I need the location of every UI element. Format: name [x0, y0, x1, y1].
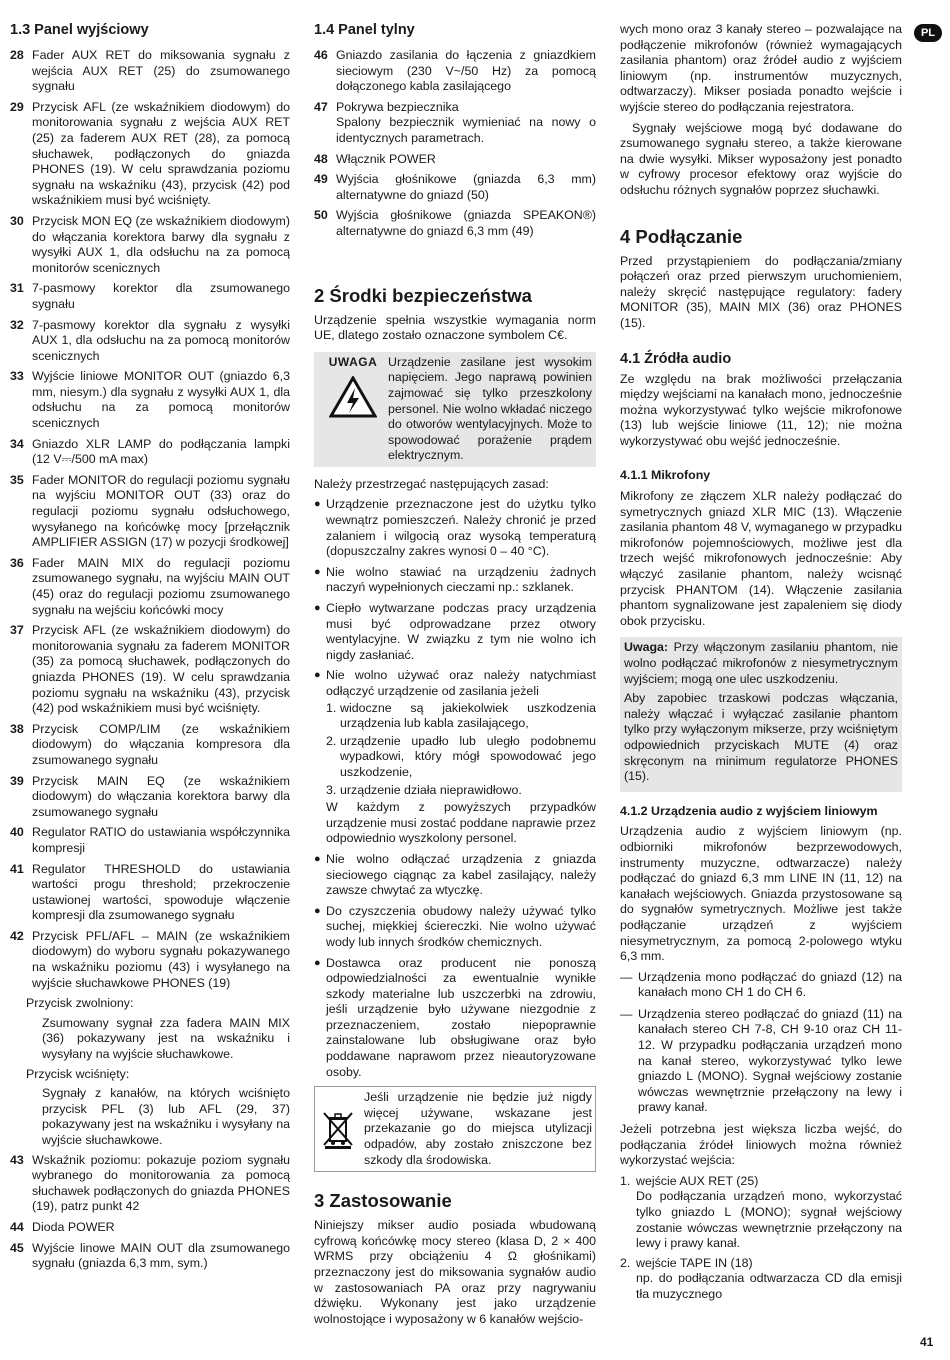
item-number: 35 [10, 472, 24, 487]
numbered-input-item: 1. wejście AUX RET (25) Do podłączania urządzeń mono, wykorzystać tylko gniazdo L (MONO); sygnał wejściowy zostanie wówczas wewnętrznie przełączony na lewy i prawy kanał. [620, 1173, 902, 1251]
column-2 [314, 22, 596, 1332]
item-text: 7-pasmowy korektor dla sygnału z wysyłki AUX 1, dla odsłuchu na za pomocą monitorów scenicznych [32, 317, 290, 363]
item-text: Wskaźnik poziomu: pokazuje poziom sygnału wybranego do monitorowania za pomocą słuchawek podłączonych do gniazda PHONES (19), patrz punkt 42 [32, 1152, 290, 1214]
application-text: Niniejszy mikser audio posiada wbudowaną cyfrową końcówkę mocy stereo (klasa D, 2 × 400 WRMS przy obciążeniu 4 Ω głośnikami) przeznaczony jest do miksowania sygnałów audio w zastosowaniach PA oraz przy nagrywaniu dźwięku. Wykonany jest jako urządzenie wolnostojące i wyposażony w 6 kanałów wejścio- [314, 1218, 596, 1326]
numbered-item: 1. widoczne są jakiekolwiek uszkodzenia urządzenia lub kabla zasilającego, [326, 700, 596, 731]
warning-text: Urządzenie zasilane jest wysokim napięciem. Jego naprawą powinien zajmować się tylko przeszkolony personel. Nie wolno wkładać niczego do otworów wentylacyjnych. Może to spowodować porażenie prądem elektrycznym. [388, 354, 592, 463]
bullet-item: ● Urządzenie przeznaczone jest do użytku tylko wewnątrz pomieszczeń. Należy chronić je przed zalaniem i wilgocią oraz wysoką temperaturą (dopuszczalny zakres wynosi 0 – 40 °C). [314, 497, 596, 559]
bullet-item: ● Do czyszczenia obudowy należy używać tylko suchej, miękkiej ściereczki. Nie wolno używać wody lub innych środków chemicznych. [314, 904, 596, 951]
item-number: 45 [10, 1240, 24, 1255]
warning-label: UWAGA [328, 354, 378, 369]
item-text: 7-pasmowy korektor dla zsumowanego sygnału [32, 281, 290, 311]
application-text-cont2: Sygnały wejściowe mogą być dodawane do zsumowanego sygnału stereo, a także kierowane na dwie wysyłki. Mikser wyposażony jest ponadto w cyfrowy procesor efektowy oraz wyjście do odsłuchu różnych sygnałów poprzez słuchawki. [620, 120, 902, 197]
fuse-note: Spalony bezpiecznik wymieniać na nowy o identycznych parametrach. [336, 115, 596, 145]
column-3 [620, 22, 902, 1307]
item-text: Fader AUX RET do miksowania sygnału z wejścia AUX RET (25) do zsumowanego sygnału [32, 48, 290, 94]
list-item-35 [10, 473, 290, 551]
list-item-38 [10, 722, 290, 769]
item-text: Regulator THRESHOLD do ustawiania wartości progu threshold; przekroczenie ustawionej wartości, spowoduje włączenie kompresji dla zsumowanego sygnału [32, 861, 290, 923]
more-inputs-text: Jeżeli potrzebna jest większa liczba wejść, do podłączania źródeł liniowych można również wykorzystać wejścia: [620, 1122, 902, 1168]
item-number: 34 [10, 436, 24, 451]
high-voltage-icon [329, 376, 377, 418]
section-heading-audio-sources: 4.1 Źródła audio [620, 350, 732, 367]
note-label: Uwaga: [624, 640, 669, 655]
note-text-2: Aby zapobiec trzaskowi podczas włączania, należy włączać i wyłączać zasilanie phantom tylko przy wyłączonym mikserze, przy wciśniętym odpowiednich przyciskach MUTE (4) oraz skręconym na minimum regulatorze PHONES (15). [624, 691, 898, 784]
list-item: 50 Wyjścia głośnikowe (gniazda SPEAKON®) alternatywne do gniazd 6,3 mm (49) [314, 208, 596, 238]
item-text: Przycisk MAIN EQ (ze wskaźnikiem diodowym) do włączania korektora barwy dla zsumowanego sygnału [32, 773, 290, 819]
numbered-item: 2. urządzenie upadło lub uległo podobnemu wypadkowi, który mógł spowodować jego uszkodzenie, [326, 733, 596, 779]
item-number: 40 [10, 825, 24, 840]
list-item-30 [10, 214, 290, 276]
item-text: Gniazdo XLR LAMP do podłączania lampki (12 V⎓/500 mA max) [32, 436, 290, 467]
connection-text: Przed przystąpieniem do podłączania/zmiany połączeń oraz przed pierwszym uruchomieniem, należy skręcić następujące regulatory: fadery MONITOR (35), MAIN MIX (36) oraz PHONES (15). [620, 253, 902, 330]
item-text: Dioda POWER [32, 1219, 115, 1234]
dash-item: — Urządzenia mono podłączać do gniazd (12) na kanałach mono CH 1 do CH 6. [620, 969, 902, 1000]
list-item-37 [10, 623, 290, 717]
column-1 [10, 22, 290, 1277]
crossed-bin-icon [321, 1109, 355, 1149]
list-item-43 [10, 1153, 290, 1215]
sub-pressed-text: Sygnały z kanałów, na których wciśnięto przycisk PFL (3) lub AFL (29, 37) pokazywany jest na wskaźniku i wysyłany na wyjście słuchawkowe. [42, 1086, 290, 1147]
section-heading-output-panel: 1.3 Panel wyjściowy [10, 22, 149, 38]
item-number: 31 [10, 281, 24, 296]
item-text: Przycisk COMP/LIM (ze wskaźnikiem diodowym) do włączania kompresora dla zsumowanego sygnału [32, 721, 290, 767]
line-devices-text: Urządzenia audio z wyjściem liniowym (np. odbiorniki mikrofonów bezprzewodowych, instrumenty muzyczne, odtwarzacze) należy podłączać do gniazd 6,3 mm LINE IN (11, 12) na kanałach wejściowych. Gniazda przystosowane są do sygnałów symetrycznych. Możliwe jest także podłączanie urządzeń z wyjściem niesymetrycznym, za pomocą 2-polowego wtyku 6,3 mm. [620, 824, 902, 964]
list-item-29 [10, 100, 290, 209]
safety-intro: Urządzenie spełnia wszystkie wymagania norm UE, dlatego zostało oznaczone symbolem C€. [314, 312, 596, 343]
list-item-36 [10, 556, 290, 618]
item-number: 39 [10, 773, 24, 788]
bullet-item: ● Dostawca oraz producent nie ponoszą odpowiedzialności za ewentualnie wynikłe szkody materialne lub uszczerbki na zdrowiu, jeśli urządzenie było używane niezgodnie z przeznaczeniem, zostało niepoprawnie zainstalowane lub obsługiwane oraz było poddawane naprawom przez nieautoryzowane osoby. [314, 956, 596, 1081]
list-item-39 [10, 774, 290, 821]
item-number: 38 [10, 721, 24, 736]
warning-box [314, 352, 596, 467]
note-box [620, 637, 902, 791]
list-item-31 [10, 281, 290, 312]
item-number: 32 [10, 317, 24, 332]
list-item-44 [10, 1220, 290, 1236]
item-number: 37 [10, 623, 24, 638]
note-text: Przy włączonym zasilaniu phantom, nie wolno podłączać mikrofonów z niesymetrycznym wyjściem; mogą one ulec uszkodzeniu. [624, 640, 898, 686]
item-text: Regulator RATIO do ustawiania współczynnika kompresji [32, 825, 290, 855]
item-number: 42 [10, 928, 24, 943]
language-badge: PL [914, 24, 942, 42]
item-text: Wyjście liniowe MONITOR OUT (gniazdo 6,3 mm, niesym.) dla sygnału z wysyłki AUX 1, dla odsłuchu na za pomocą monitorów scenicznych [32, 369, 290, 431]
item-number: 33 [10, 369, 24, 384]
bullet-item: ● Ciepło wytwarzane podczas pracy urządzenia musi być odprowadzane przez otwory wentylacyjne. W związku z tym nie wolno ich nigdy zasłaniać. [314, 601, 596, 663]
list-item-28 [10, 48, 290, 95]
rules-intro: Należy przestrzegać następujących zasad: [314, 476, 549, 491]
list-item: 49 Wyjścia głośnikowe (gniazda 6,3 mm) alternatywne do gniazd (50) [314, 172, 596, 202]
numbered-item: 3. urządzenie działa nieprawidłowo. [326, 782, 522, 797]
audio-sources-text: Ze względu na brak możliwości przełączania między wejściami na kanałach mono, jednocześnie można wykorzystywać tylko wejście mikrofonowe (13) lub wejście liniowe (11, 12); nie można wykorzystywać obu wejść jednocześnie. [620, 371, 902, 448]
item-number: 28 [10, 48, 24, 62]
section-heading-connection: 4 Podłączanie [620, 225, 743, 247]
list-item-33 [10, 369, 290, 431]
item-number: 43 [10, 1152, 24, 1167]
list-item-45 [10, 1241, 290, 1272]
page-number: 41 [920, 1335, 934, 1349]
item-text: Przycisk MON EQ (ze wskaźnikiem diodowym) do włączania korektora barwy dla sygnału z wysyłki AUX 1, dla odsłuchu na za pomocą monitorów scenicznych [32, 213, 290, 275]
item-number: 44 [10, 1219, 24, 1234]
list-item-41 [10, 862, 290, 924]
disposal-box [314, 1086, 596, 1172]
item-text: Wyjście linowe MAIN OUT dla zsumowanego sygnału (gniazda 6,3 mm, sym.) [32, 1240, 290, 1271]
section-heading-line-devices: 4.1.2 Urządzenia audio z wyjściem liniowym [620, 803, 878, 818]
list-item: 46 Gniazdo zasilania do łączenia z gniazdkiem sieciowym (230 V~/50 Hz) za pomocą dołączonego kabla zasilającego [314, 48, 596, 94]
item-number: 36 [10, 555, 24, 570]
section-heading-application: 3 Zastosowanie [314, 1190, 452, 1212]
item-text: Fader MONITOR do regulacji poziomu sygnału na wyjściu MONITOR OUT (33) oraz do regulacji poziomu sygnału odsłuchowego, wysyłanego na końcówkę mocy [przełącznik AMPLIFIER ASSIGN (17) w pozycji środkowej] [32, 472, 290, 550]
numbered-item-after: W każdym z powyższych przypadków urządzenie musi zostać poddane naprawie przez odpowiednio wyszkolony personel. [326, 800, 596, 846]
bullet-item: ● Nie wolno odłączać urządzenia z gniazda sieciowego ciągnąc za kabel zasilający, należy zawsze chwytać za wtyczkę. [314, 852, 596, 899]
section-heading-safety: 2 Środki bezpieczeństwa [314, 284, 532, 306]
sub-released-label: Przycisk zwolniony: [26, 996, 134, 1011]
list-item-40 [10, 825, 290, 856]
item-text: Przycisk PFL/AFL – MAIN (ze wskaźnikiem diodowym) do wyboru sygnału pokazywanego na wskaźniku poziomu (43) i wysyłanego na wyjście słuchawkowe PHONES (19) [32, 928, 290, 990]
list-item: 47 Pokrywa bezpiecznika Spalony bezpiecznik wymieniać na nowy o identycznych parametrach. [314, 99, 596, 145]
sub-released-text: Zsumowany sygnał zza fadera MAIN MIX (36) pokazywany jest na wskaźniku i wysyłany na wyjście słuchawkowe. [42, 1015, 290, 1062]
item-number: 30 [10, 213, 24, 228]
application-text-cont: wych mono oraz 3 kanały stereo – pozwalające na podłączenie mikrofonów (również wymagających zasilania phantom) oraz źródeł audio z wyjściem liniowym (np. instrumentów muzycznych, odtwarzaczy). Mikser posiada ponadto wejście i wyjście stereo do podłączania rejestratora. [620, 22, 902, 114]
sub-pressed-label: Przycisk wciśnięty: [26, 1066, 130, 1081]
bullet-item: ● Nie wolno stawiać na urządzeniu żadnych naczyń wypełnionych cieczami np.: szklanek. [314, 565, 596, 596]
item-number: 29 [10, 99, 24, 114]
section-heading-microphones: 4.1.1 Mikrofony [620, 468, 711, 483]
microphones-text: Mikrofony ze złączem XLR należy podłączać do symetrycznych gniazd XLR MIC (13). Włączenie zasilania phantom 48 V, wymaganego w przypadku mikrofonów pojemnościowych, możliwe jest dla trzech wejść mikrofonowych jednocześnie: Aby włączyć zasilanie phantom, należy wcisnąć przycisk PHANTOM (14). Włączenie zasilania phantom sygnalizowane jest zapaleniem się diody obok przycisku. [620, 489, 902, 628]
list-item: 48 Włącznik POWER [314, 151, 436, 166]
dash-item: — Urządzenia stereo podłączać do gniazd (11) na kanałach stereo CH 7-8, CH 9-10 oraz CH 11-12. W przypadku podłączania urządzeń mono na kanał stereo, wykorzystywać tylko lewe gniazdo L (MONO). Sygnał wejściowy zostanie wówczas wewnętrznie przełączony na lewy i prawy kanał. [620, 1006, 902, 1115]
list-item-42 [10, 929, 290, 991]
bullet-item: ● Nie wolno używać oraz należy natychmiast odłączyć urządzenie od zasilania jeżeli [314, 668, 596, 699]
section-heading-rear-panel: 1.4 Panel tylny [314, 22, 415, 38]
item-text: Przycisk AFL (ze wskaźnikiem diodowym) do monitorowania sygnału z wejścia AUX RET (25) za faderem AUX RET (28), za pomocą słuchawek, podłączonych do gniazda PHONES (19). W celu sprawdzania poziomu sygnału na wskaźniku (43), przycisk (42) pod wskaźnikiem musi być wciśnięty. [32, 99, 290, 208]
disposal-text: Jeśli urządzenie nie będzie już nigdy więcej używane, wskazane jest przekazanie go do miejsca utylizacji odpadów, aby zostało zniszczone bez szkody dla środowiska. [364, 1090, 592, 1167]
list-item-32 [10, 318, 290, 365]
item-number: 41 [10, 861, 24, 876]
item-text: Przycisk AFL (ze wskaźnikiem diodowym) do monitorowania sygnału za faderem MONITOR (35) za pomocą słuchawek, podłączonych do gniazda PHONES (19). W celu sprawdzania poziomu sygnału na wskaźniku (43), przycisk (42) pod wskaźnikiem musi być wciśnięty. [32, 623, 290, 716]
item-text: Fader MAIN MIX do regulacji poziomu zsumowanego sygnału, na wyjściu MAIN OUT (45) oraz do regulacji poziomu zsumowanego sygnału na wejściu końcówki mocy [32, 555, 290, 617]
numbered-input-item: 2. wejście TAPE IN (18) np. do podłączania odtwarzacza CD dla emisji tła muzycznego [620, 1255, 902, 1301]
list-item-34 [10, 437, 290, 468]
